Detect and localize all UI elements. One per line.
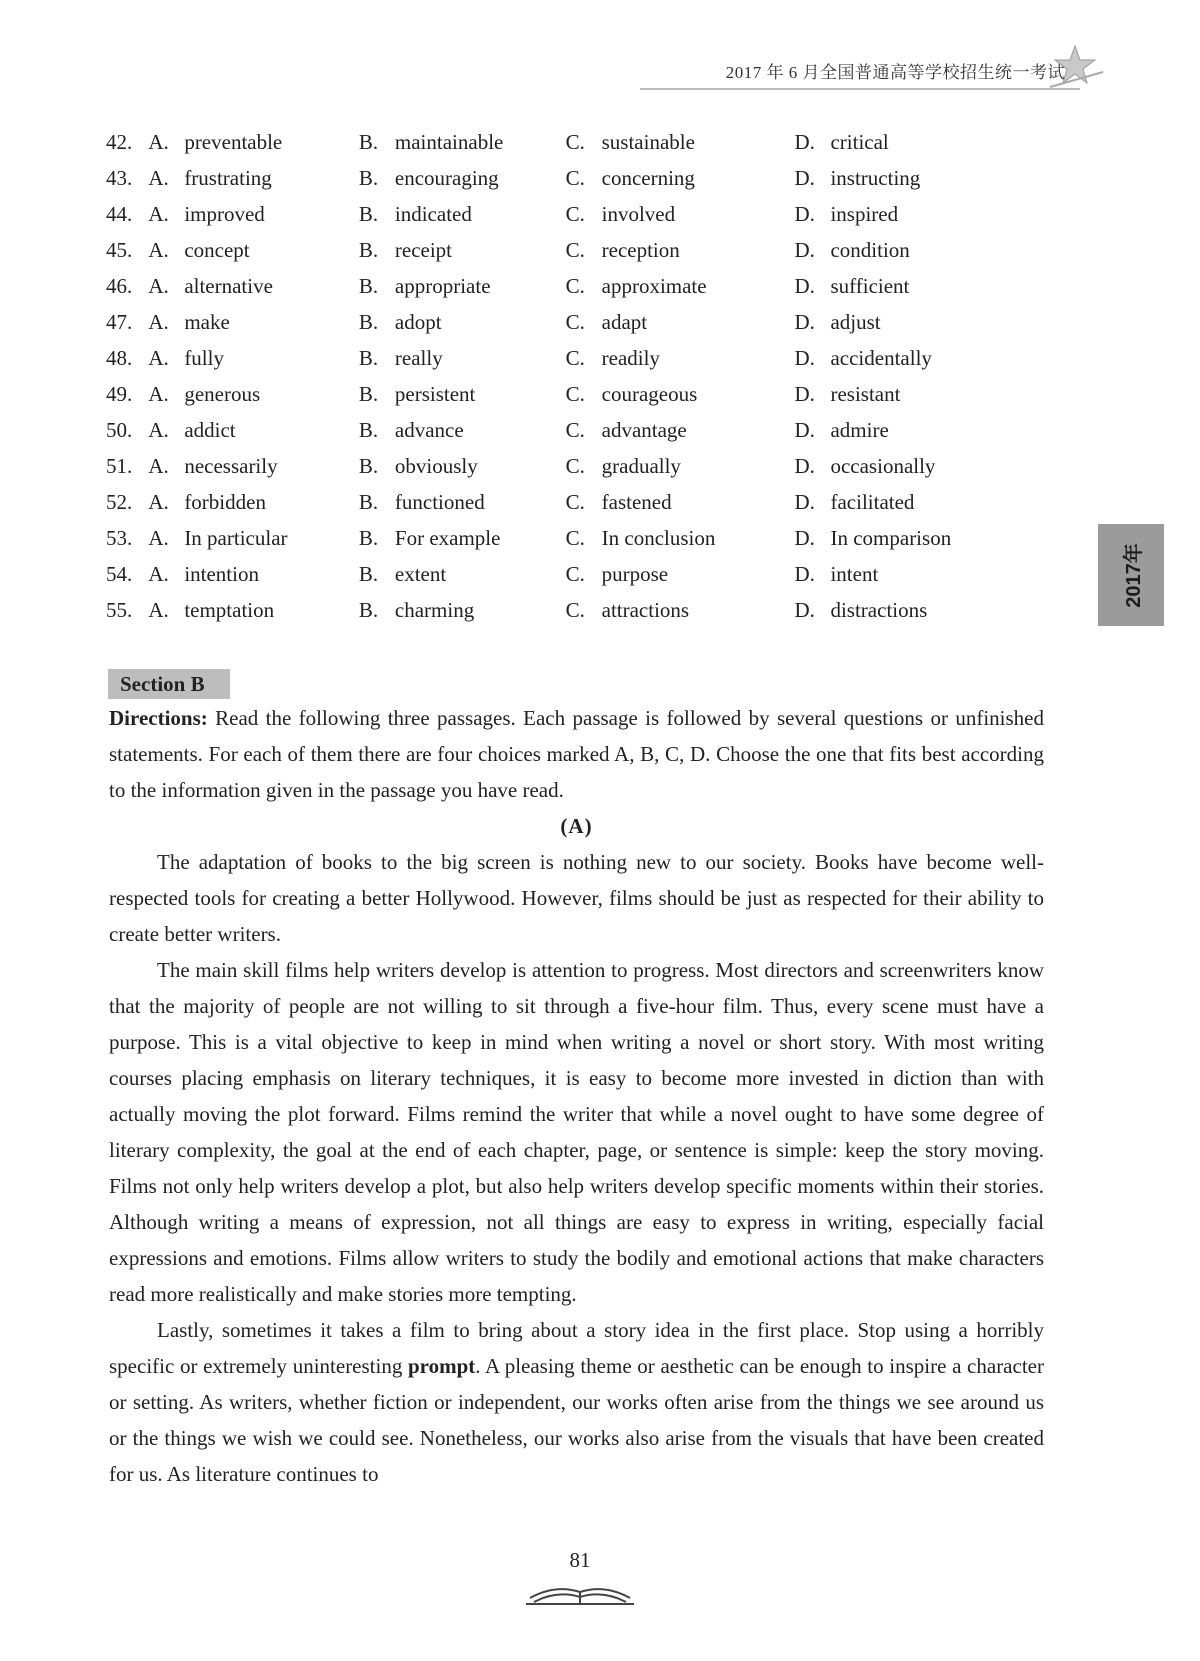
option-d: D. adjust [794,309,881,334]
option-b: B. encouraging [358,165,499,190]
option-a: A. temptation [148,597,275,622]
section-body [109,700,1044,1492]
option-b: B. appropriate [358,273,491,298]
choice-row [106,232,1006,268]
question-number: 42. [106,129,133,154]
choice-row [106,448,1006,484]
page-number: 81 [569,1548,591,1572]
option-a: A. intention [148,561,259,586]
choice-row [106,592,1006,628]
option-c: C. concerning [565,165,695,190]
choice-row [106,268,1006,304]
option-c: C. adapt [565,309,648,334]
option-a: A. In particular [148,525,288,550]
option-c: C. reception [565,237,680,262]
question-number: 55. [106,597,133,622]
question-number: 50. [106,417,133,442]
option-c: C. gradually [565,453,681,478]
question-number: 44. [106,201,133,226]
option-b: B. For example [358,525,501,550]
choice-row [106,412,1006,448]
choice-row [106,484,1006,520]
choice-row [106,340,1006,376]
star-decoration-icon [1045,42,1105,92]
option-b: B. indicated [358,201,472,226]
option-d: D. condition [794,237,910,262]
option-d: D. instructing [794,165,921,190]
option-c: C. attractions [565,597,690,622]
exam-title: 2017 年 6 月全国普通高等学校招生统一考试 [725,63,1065,82]
option-a: A. concept [148,237,250,262]
option-a: A. improved [148,201,265,226]
question-number: 45. [106,237,133,262]
answer-choices-list [106,124,1006,628]
header-rule [640,88,1080,90]
question-number: 48. [106,345,133,370]
question-number: 54. [106,561,133,586]
choice-row [106,124,1006,160]
year-side-tab [1098,524,1164,626]
question-number: 53. [106,525,133,550]
passage-paragraph-2: The main skill films help writers develop is attention to progress. Most directors and screenwriters know that the majority of people are not willing to sit through a five-hour film. Thus, every scene must have a purpose. This is a vital objective to keep in mind when writing a novel or short story. With most writing courses placing emphasis on literary techniques, it is easy to become more invested in diction than with actually moving the plot forward. Films remind the writer that while a novel ought to have some degree of literary complexity, the goal at the end of each chapter, page, or sentence is simple: keep the story moving. Films not only help writers develop a plot, but also help writers develop specific moments within their stories. Although writing a means of expression, not all things are easy to express in writing, especially facial expressions and emotions. Films allow writers to study the bodily and emotional actions that make characters read more realistically and make stories more tempting. [109,958,1044,1306]
choice-row [106,376,1006,412]
option-b: B. persistent [358,381,476,406]
choice-row [106,304,1006,340]
option-a: A. forbidden [148,489,266,514]
option-b: B. receipt [358,237,453,262]
question-number: 52. [106,489,133,514]
option-b: B. really [358,345,443,370]
directions-text: Read the following three passages. Each passage is followed by several questions or unfinished statements. For each of them there are four choices marked A, B, C, D. Choose the one that fits best according to the information given in the passage you have read. [109,706,1044,802]
option-b: B. charming [358,597,475,622]
question-number: 49. [106,381,133,406]
option-b: B. advance [358,417,464,442]
option-a: A. addict [148,417,236,442]
bold-word-prompt: prompt [408,1354,476,1378]
page-header [0,0,1200,100]
option-a: A. necessarily [148,453,278,478]
question-number: 46. [106,273,133,298]
passage-paragraph-1: The adaptation of books to the big screen is nothing new to our society. Books have become well-respected tools for creating a better Hollywood. However, films should be just as respected for their ability to create better writers. [109,850,1044,946]
passage-paragraph-3: Lastly, sometimes it takes a film to bring about a story idea in the first place. Stop using a horribly specific or extremely uninteresting prompt. A pleasing theme or aesthetic can be enough to inspire a character or setting. As writers, whether fiction or independent, our works often arise from the things we see around us or the things we wish we could see. Nonetheless, our works also arise from the visuals that have been created for us. As literature continues to [109,1318,1044,1486]
option-b: B. maintainable [358,129,504,154]
open-book-icon [520,1570,640,1606]
choice-row [106,556,1006,592]
option-d: D. occasionally [794,453,936,478]
option-c: C. In conclusion [565,525,716,550]
option-d: D. intent [794,561,879,586]
option-c: C. advantage [565,417,687,442]
section-heading: Section B [108,669,230,699]
passage-label: (A) [560,814,593,838]
option-b: B. obviously [358,453,478,478]
option-b: B. extent [358,561,447,586]
option-a: A. generous [148,381,261,406]
question-number: 43. [106,165,133,190]
option-d: D. accidentally [794,345,932,370]
option-d: D. resistant [794,381,901,406]
option-c: C. approximate [565,273,707,298]
option-d: D. facilitated [794,489,915,514]
directions-label: Directions: [109,706,208,730]
option-c: C. courageous [565,381,698,406]
option-a: A. make [148,309,230,334]
directions-paragraph [109,700,1044,808]
option-d: D. sufficient [794,273,910,298]
option-a: A. alternative [148,273,273,298]
option-a: A. preventable [148,129,283,154]
option-c: C. sustainable [565,129,695,154]
option-d: D. admire [794,417,889,442]
choice-row [106,160,1006,196]
choice-row [106,520,1006,556]
option-c: C. readily [565,345,660,370]
question-number: 51. [106,453,133,478]
option-c: C. fastened [565,489,672,514]
question-number: 47. [106,309,133,334]
year-tab-label: 2017年 [1122,542,1145,608]
option-c: C. purpose [565,561,669,586]
option-d: D. distractions [794,597,928,622]
choice-row [106,196,1006,232]
option-b: B. functioned [358,489,485,514]
option-b: B. adopt [358,309,442,334]
option-a: A. fully [148,345,224,370]
option-c: C. involved [565,201,676,226]
page-footer [520,1548,640,1608]
option-a: A. frustrating [148,165,272,190]
option-d: D. inspired [794,201,899,226]
option-d: D. critical [794,129,889,154]
option-d: D. In comparison [794,525,952,550]
